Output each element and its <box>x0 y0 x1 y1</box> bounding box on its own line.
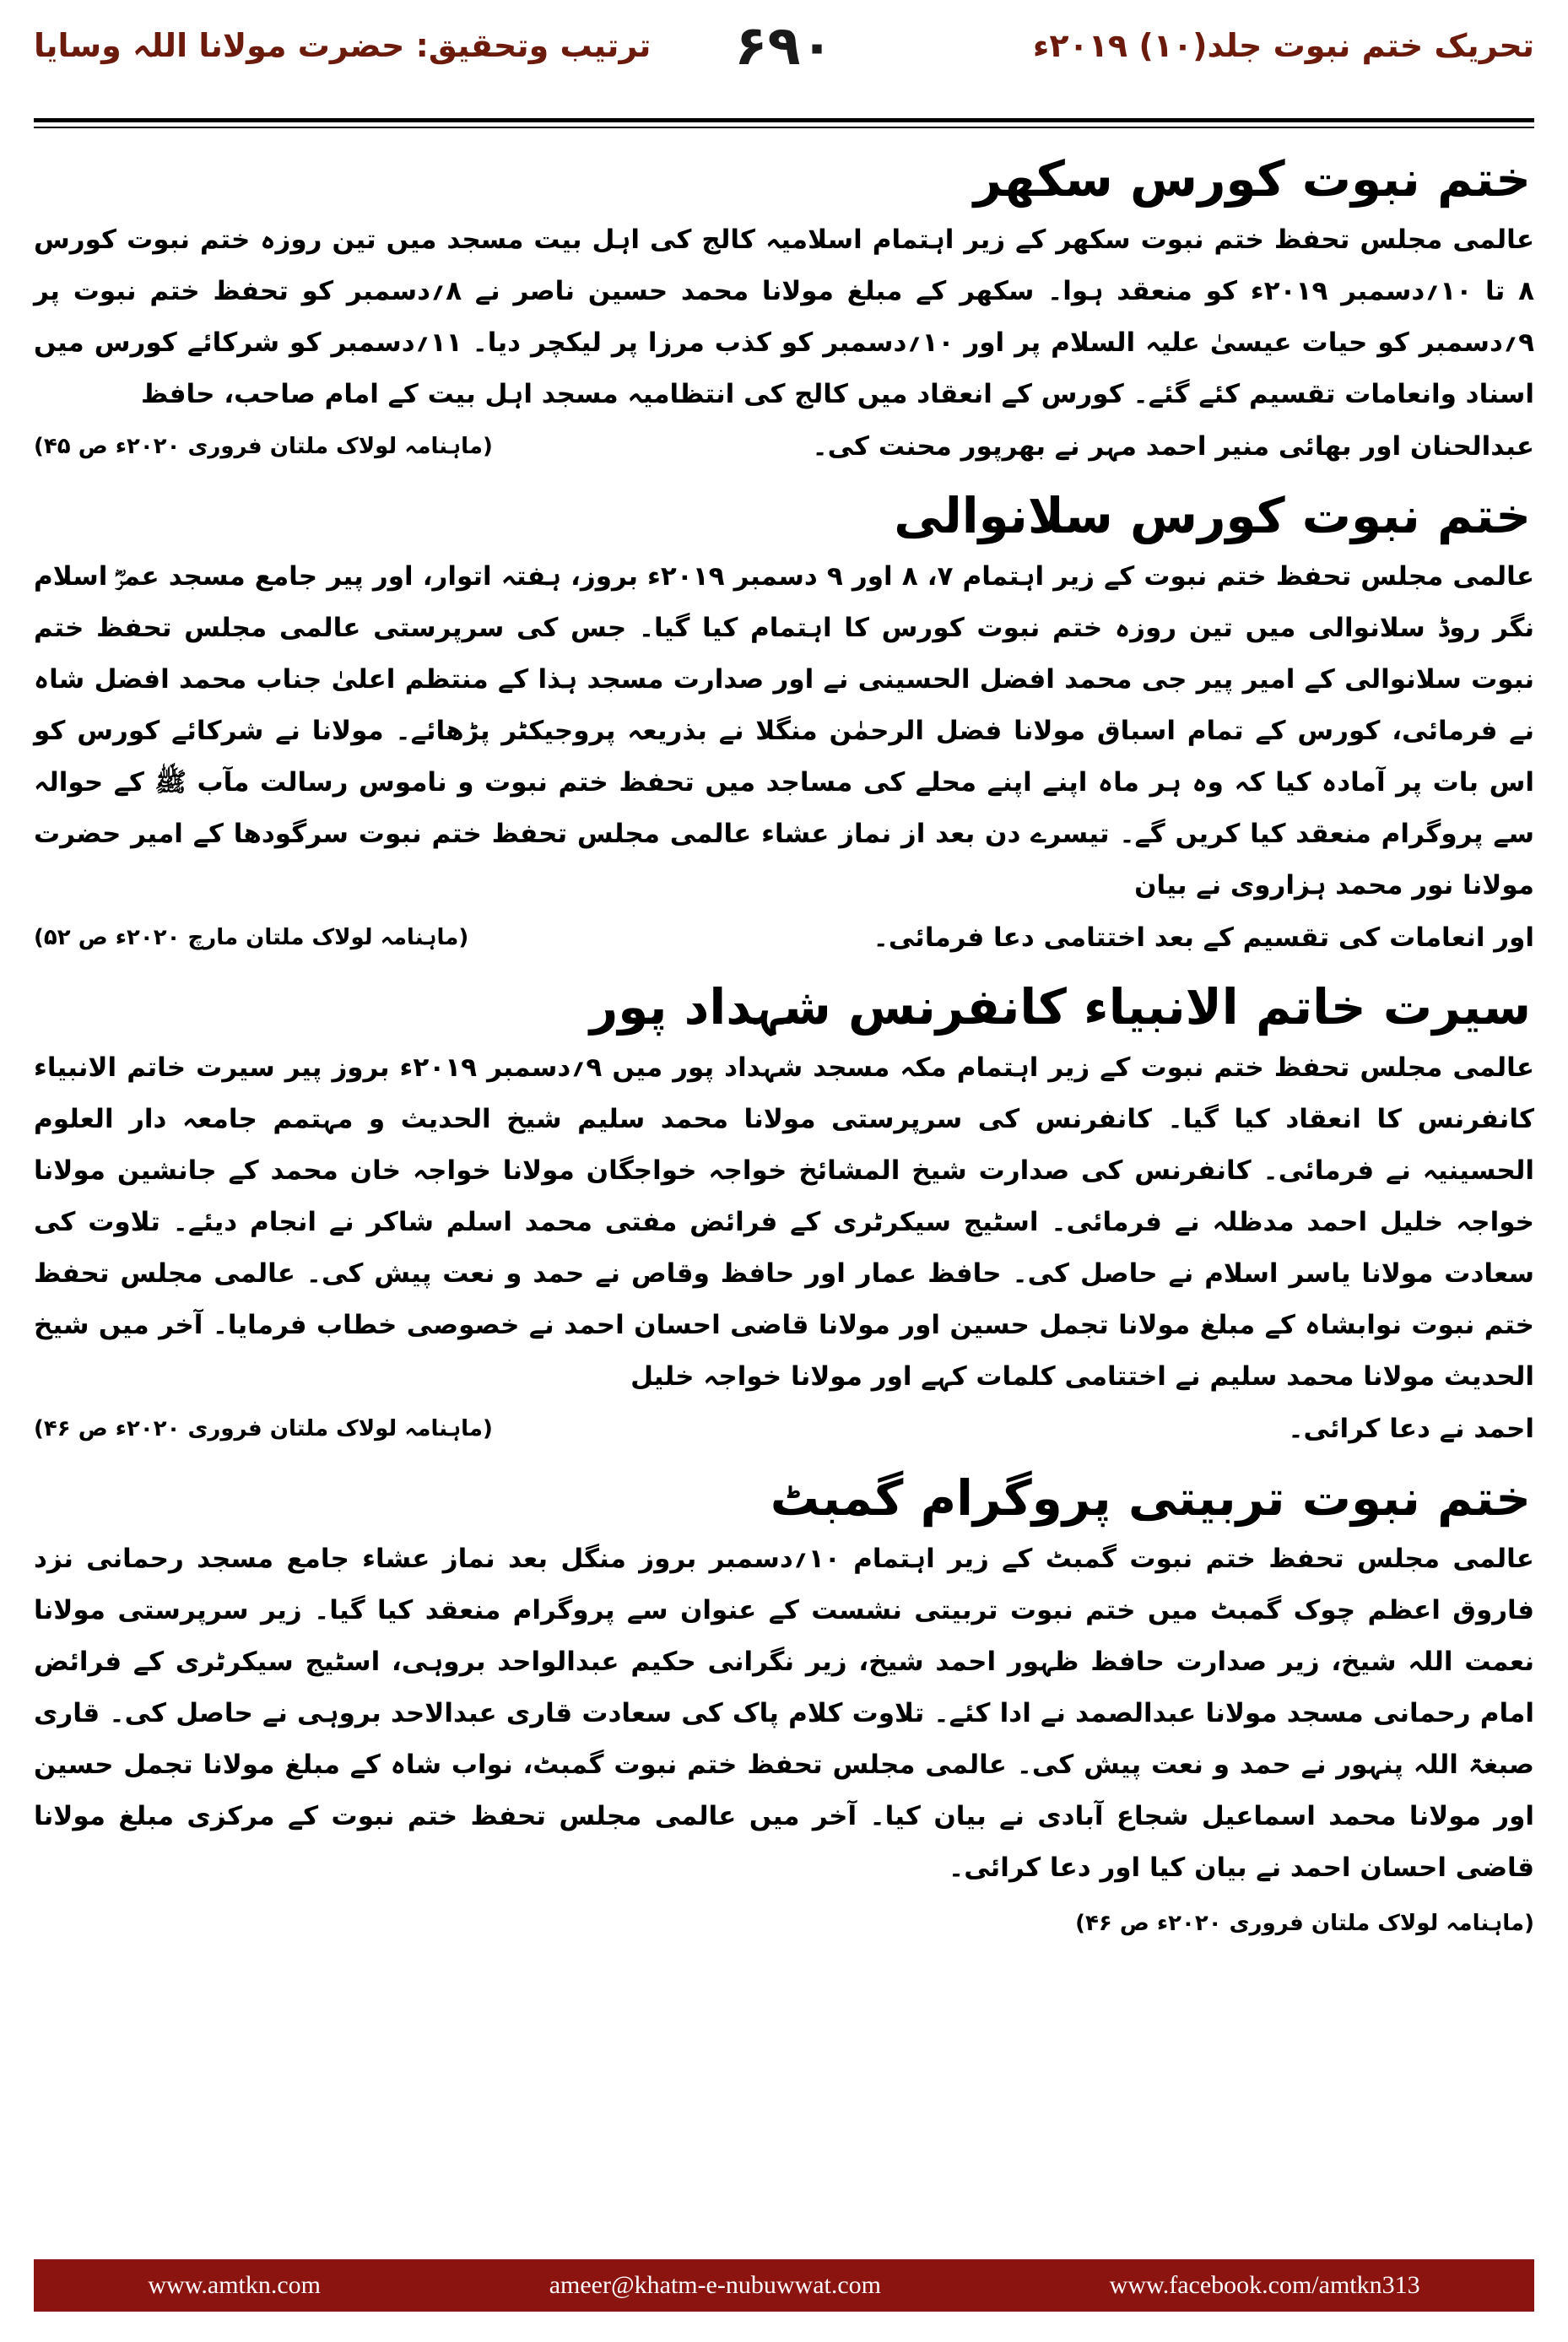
paragraph-last-line: عبدالحنان اور بھائی منیر احمد مہر نے بھرپور محنت کی۔ <box>812 430 1534 462</box>
book-title: تحریک ختم نبوت جلد(۱۰) ۲۰۱۹ء <box>1032 27 1534 64</box>
section-heading: ختم نبوت کورس سلانوالی <box>894 487 1531 544</box>
section-paragraph: عالمی مجلس تحفظ ختم نبوت گمبٹ کے زیر اہتمام ۱۰؍دسمبر بروز منگل بعد نماز عشاء جامع مسجد رحمانی نزد فاروق اعظم چوک گمبٹ میں ختم نبوت تربیتی نشست کے عنوان سے پروگرام منعقد کیا گیا۔ زیر سرپرستی مولانا نعمت اللہ شیخ، زیر صدارت حافظ ظہور احمد شیخ، زیر نگرانی حکیم عبدالواحد بروہی، اسٹیج سیکرٹری کے فرائض امام رحمانی مسجد مولانا عبدالصمد نے ادا کئے۔ تلاوت کلام پاک کی سعادت قاری عبدالاحد بروہی نے حاصل کی۔ قاری صبغۃ اللہ پنہور نے حمد و نعت پیش کی۔ عالمی مجلس تحفظ ختم نبوت گمبٹ، نواب شاہ کے مبلغ مولانا تجمل حسین اور مولانا محمد اسماعیل شجاع آبادی نے بیان کیا۔ آخر میں عالمی مجلس تحفظ ختم نبوت کے مرکزی مبلغ مولانا قاضی احسان احمد نے بیان کیا اور دعا کرائی۔ <box>34 1544 1534 1883</box>
section-sukkur-course <box>34 143 1534 472</box>
facebook-link[interactable]: www.facebook.com/amtkn313 <box>1109 2271 1420 2299</box>
paragraph-last-line: احمد نے دعا کرائی۔ <box>1288 1413 1534 1444</box>
section-gambat-program <box>34 1463 1534 1953</box>
citation: (ماہنامہ لولاک ملتان فروری ۲۰۲۰ء ص ۴۶) <box>1075 1911 1534 1936</box>
section-heading: سیرت خاتم الانبیاء کانفرنس شہداد پور <box>589 978 1531 1036</box>
citation: (ماہنامہ لولاک ملتان مارچ ۲۰۲۰ء ص ۵۲) <box>34 924 469 950</box>
source-line <box>34 1403 1534 1454</box>
source-line <box>34 911 1534 963</box>
header-divider <box>34 118 1534 122</box>
page-footer <box>34 2259 1534 2312</box>
section-salanwali-course <box>34 480 1534 963</box>
section-paragraph: عالمی مجلس تحفظ ختم نبوت کے زیر اہتمام ۷، ۸ اور ۹ دسمبر ۲۰۱۹ء بروز، ہفتہ اتوار، اور پیر جامع مسجد عمرؓ اسلام نگر روڈ سلانوالی میں تین روزہ ختم نبوت کورس کا اہتمام کیا گیا۔ جس کی سرپرستی عالمی مجلس تحفظ ختم نبوت سلانوالی کے امیر پیر جی محمد افضل الحسینی نے اور صدارت مسجد ہذا کے منتظم اعلیٰ جناب محمد افضل شاہ نے فرمائی، کورس کے تمام اسباق مولانا فضل الرحمٰن منگلا نے بذریعہ پروجیکٹر پڑھائے۔ مولانا نے شرکائے کورس کو اس بات پر آمادہ کیا کہ وہ ہر ماہ اپنے اپنے محلے کی مساجد میں تحفظ ختم نبوت و ناموس رسالت مآب ﷺ کے حوالہ سے پروگرام منعقد کیا کریں گے۔ تیسرے دن بعد از نماز عشاء عالمی مجلس تحفظ ختم نبوت سرگودھا کے امیر حضرت مولانا نور محمد ہزاروی نے بیان <box>34 561 1535 901</box>
source-line <box>34 1894 1534 1953</box>
compiler-credit: ترتیب وتحقیق: حضرت مولانا اللہ وسایا <box>34 27 652 64</box>
section-seerat-conference <box>34 971 1534 1454</box>
page-header <box>34 15 1534 116</box>
header-divider-thin <box>34 127 1534 128</box>
section-paragraph: عالمی مجلس تحفظ ختم نبوت کے زیر اہتمام مکہ مسجد شہداد پور میں ۹؍دسمبر ۲۰۱۹ء بروز پیر سیرت خاتم الانبیاء کانفرنس کا انعقاد کیا گیا۔ کانفرنس کی سرپرستی مولانا محمد سلیم شیخ الحدیث و مہتمم جامعہ دار العلوم الحسینیہ نے فرمائی۔ کانفرنس کی صدارت شیخ المشائخ خواجہ خواجگان مولانا خواجہ خان محمد کے جانشین مولانا خواجہ خلیل احمد مدظلہ نے فرمائی۔ اسٹیج سیکرٹری کے فرائض مفتی محمد اسلم شاکر نے انجام دیئے۔ تلاوت کی سعادت مولانا یاسر اسلام نے حاصل کی۔ حافظ عمار اور حافظ وقاص نے حمد و نعت پیش کی۔ عالمی مجلس تحفظ ختم نبوت نوابشاہ کے مبلغ مولانا تجمل حسین اور مولانا قاضی احسان احمد نے خصوصی خطاب فرمایا۔ آخر میں شیخ الحدیث مولانا محمد سلیم نے اختتامی کلمات کہے اور مولانا خواجہ خلیل <box>34 1052 1534 1392</box>
citation: (ماہنامہ لولاک ملتان فروری ۲۰۲۰ء ص ۴۶) <box>34 1415 493 1441</box>
citation: (ماہنامہ لولاک ملتان فروری ۲۰۲۰ء ص ۴۵) <box>34 433 493 459</box>
page-number: ۶۹۰ <box>734 15 834 78</box>
website-link[interactable]: www.amtkn.com <box>148 2271 322 2299</box>
section-heading: ختم نبوت کورس سکھر <box>973 150 1531 208</box>
section-heading: ختم نبوت تربیتی پروگرام گمبٹ <box>770 1469 1531 1527</box>
email-link[interactable]: ameer@khatm-e-nubuwwat.com <box>549 2271 881 2299</box>
paragraph-last-line: اور انعامات کی تقسیم کے بعد اختتامی دعا فرمائی۔ <box>873 922 1534 953</box>
article-body <box>34 143 1534 1961</box>
section-paragraph: عالمی مجلس تحفظ ختم نبوت سکھر کے زیر اہتمام اسلامیہ کالج کی اہل بیت مسجد میں تین روزہ ختم نبوت کورس ۸ تا ۱۰؍دسمبر ۲۰۱۹ء کو منعقد ہوا۔ سکھر کے مبلغ مولانا محمد حسین ناصر نے ۸؍دسمبر کو تحفظ ختم نبوت پر ۹؍دسمبر کو حیات عیسیٰ علیہ السلام پر اور ۱۰؍دسمبر کو کذب مرزا پر لیکچر دیا۔ ۱۱؍دسمبر کو شرکائے کورس میں اسناد وانعامات تقسیم کئے گئے۔ کورس کے انعقاد میں کالج کی انتظامیہ مسجد اہل بیت کے امام صاحب، حافظ <box>34 224 1534 409</box>
source-line <box>34 420 1534 472</box>
